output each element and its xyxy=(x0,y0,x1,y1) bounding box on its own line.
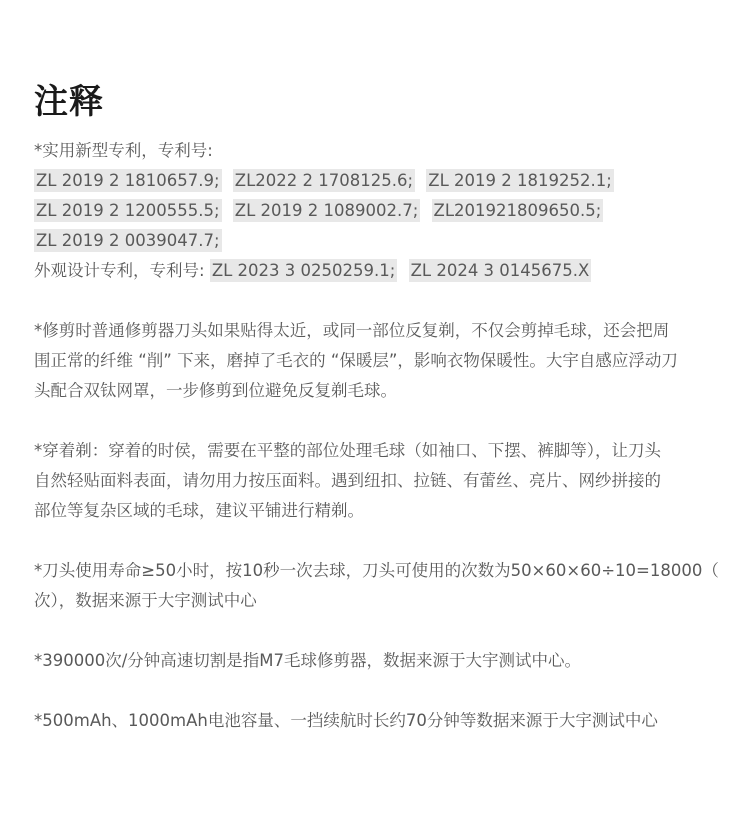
patent-number: ZL 2019 2 1089002.7; xyxy=(234,201,419,220)
note-line: 头配合双钛网罩，一步修剪到位避免反复剃毛球。 xyxy=(34,381,397,400)
patent-number: ZL 2024 3 0145675.X xyxy=(410,261,590,280)
patent-number: ZL 2019 2 1819252.1; xyxy=(428,171,612,190)
note-line: *390000次/分钟高速切割是指M7毛球修剪器，数据来源于大宇测试中心。 xyxy=(34,651,582,670)
note-trimming xyxy=(34,316,716,406)
patent-number: ZL 2023 3 0250259.1; xyxy=(211,261,396,280)
note-wearing xyxy=(34,436,716,526)
note-line: *500mAh、1000mAh电池容量、一挡续航时长约70分钟等数据来源于大宇测试中心 xyxy=(34,711,658,730)
utility-patent-label: *实用新型专利，专利号: xyxy=(34,141,213,160)
note-line: *修剪时普通修剪器刀头如果贴得太近，或同一部位反复剃，不仅会剪掉毛球，还会把周 xyxy=(34,321,670,340)
note-line: 围正常的纤维 “削” 下来，磨掉了毛衣的 “保暖层”，影响衣物保暖性。大宇自感应浮动刀 xyxy=(34,351,678,370)
note-line: *刀头使用寿命≥50小时，按10秒一次去球，刀头可使用的次数为50×60×60÷10=18000（ xyxy=(34,561,719,580)
patent-number: ZL2022 2 1708125.6; xyxy=(234,171,414,190)
note-line: 自然轻贴面料表面，请勿用力按压面料。遇到纽扣、拉链、有蕾丝、亮片、网纱拼接的 xyxy=(34,471,661,490)
note-line: *穿着剃：穿着的时侯，需要在平整的部位处理毛球（如袖口、下摆、裤脚等），让刀头 xyxy=(34,441,661,460)
patent-number: ZL 2019 2 1200555.5; xyxy=(36,201,220,220)
patent-number: ZL 2019 2 1810657.9; xyxy=(36,171,220,190)
note-cutting-speed xyxy=(34,646,716,676)
patent-row xyxy=(34,196,716,226)
page-title: 注释 xyxy=(34,82,104,122)
patent-row xyxy=(34,226,716,256)
patent-section xyxy=(34,136,716,286)
note-blade-life xyxy=(34,556,719,616)
patent-row xyxy=(34,166,716,196)
patent-number: ZL201921809650.5; xyxy=(433,201,602,220)
patent-number: ZL 2019 2 0039047.7; xyxy=(36,231,220,250)
design-patent-row xyxy=(34,256,716,286)
design-patent-label: 外观设计专利，专利号: xyxy=(34,261,205,280)
note-battery xyxy=(34,706,716,736)
note-line: 次），数据来源于大宇测试中心 xyxy=(34,591,257,610)
note-line: 部位等复杂区域的毛球，建议平铺进行精剃。 xyxy=(34,501,364,520)
